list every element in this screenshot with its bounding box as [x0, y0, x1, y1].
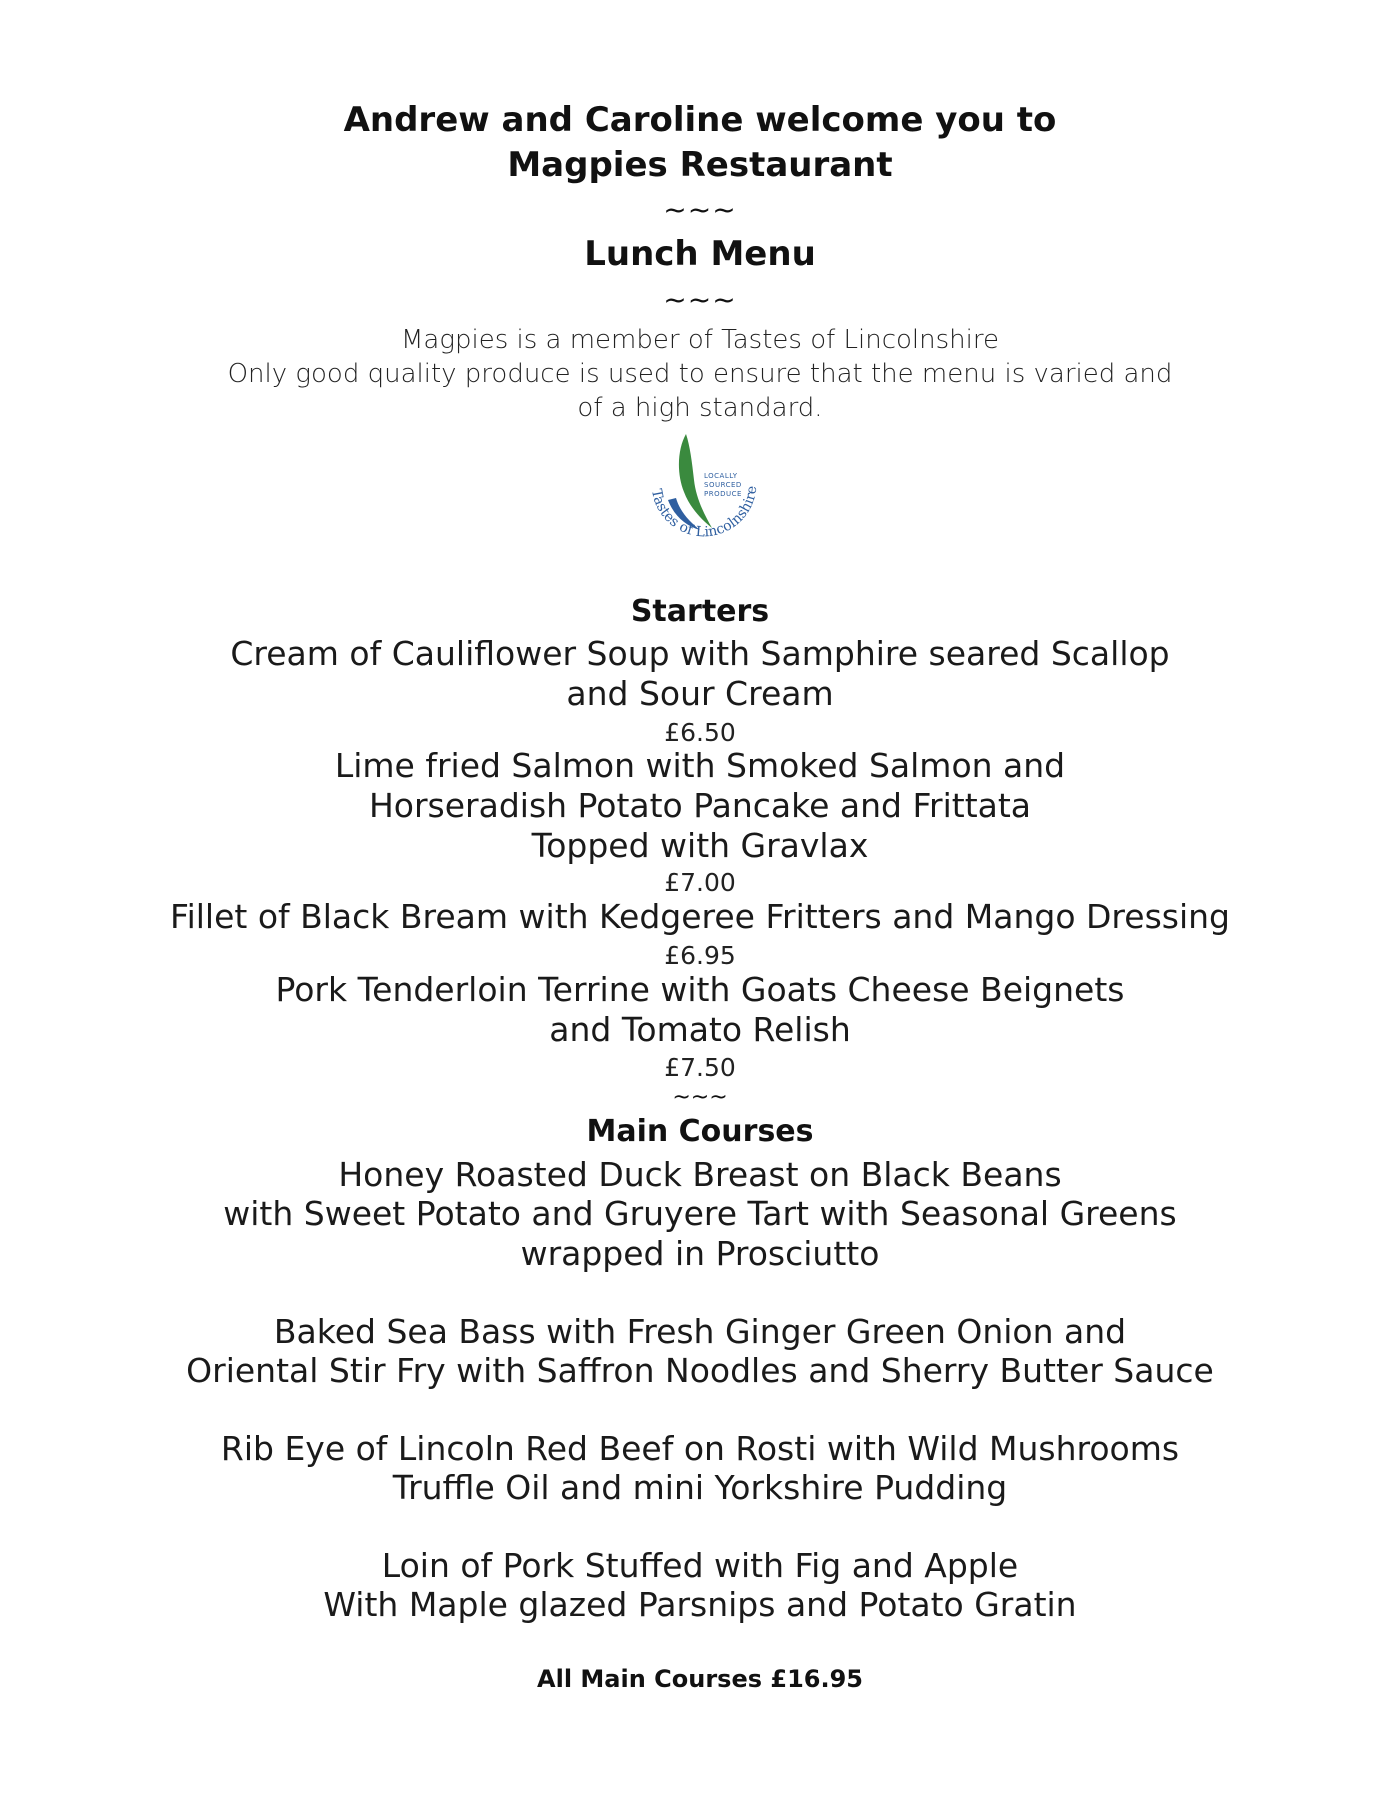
intro-line: Only good quality produce is used to ensure that the menu is varied and: [227, 359, 1173, 389]
logo-line-locally: LOCALLY: [704, 472, 738, 480]
intro-line: of a high standard.: [577, 393, 823, 423]
starter-line: Horseradish Potato Pancake and Frittata: [368, 786, 1032, 825]
menu-title: Lunch Menu: [584, 234, 816, 274]
main-line: Rib Eye of Lincoln Red Beef on Rosti with Wild Mushrooms: [220, 1429, 1180, 1468]
separator: ~~~: [672, 1085, 728, 1110]
restaurant-name: Magpies Restaurant: [507, 145, 893, 185]
main-line: Loin of Pork Stuffed with Fig and Apple: [381, 1546, 1019, 1585]
logo-line-sourced: SOURCED: [704, 481, 742, 489]
main-line: Oriental Stir Fry with Saffron Noodles and Sherry Butter Sauce: [186, 1351, 1214, 1390]
main-line: Baked Sea Bass with Fresh Ginger Green Onion and: [273, 1312, 1127, 1351]
starter-line: Pork Tenderloin Terrine with Goats Cheese Beignets: [275, 970, 1125, 1009]
starter-line: Cream of Cauliflower Soup with Samphire seared Scallop: [230, 634, 1170, 673]
main-line: Honey Roasted Duck Breast on Black Beans: [338, 1155, 1062, 1194]
main-line: Truffle Oil and mini Yorkshire Pudding: [392, 1468, 1008, 1507]
separator: ~~~: [663, 193, 737, 226]
starter-line: and Tomato Relish: [549, 1010, 851, 1049]
welcome-line: Andrew and Caroline welcome you to: [343, 100, 1057, 140]
separator: ~~~: [663, 283, 737, 316]
section-heading-starters: Starters: [630, 594, 770, 629]
starter-line: and Sour Cream: [566, 674, 834, 713]
main-line: with Sweet Potato and Gruyere Tart with Seasonal Greens: [223, 1194, 1177, 1233]
starter-line: Lime fried Salmon with Smoked Salmon and: [334, 746, 1066, 785]
starter-price: £7.50: [664, 1053, 736, 1082]
starter-price: £6.95: [664, 941, 736, 970]
intro-line: Magpies is a member of Tastes of Lincolnshire: [401, 325, 999, 355]
main-line: wrapped in Prosciutto: [520, 1234, 880, 1273]
tastes-of-lincolnshire-logo-graphic: [640, 428, 768, 556]
logo-arc-textpath: Tastes of Lincolnshire: [647, 484, 761, 541]
section-heading-main-courses: Main Courses: [586, 1114, 814, 1149]
starter-price: £7.00: [664, 868, 736, 897]
starter-line: Topped with Gravlax: [531, 826, 869, 865]
tastes-of-lincolnshire-logo: [640, 428, 768, 556]
starter-line: Fillet of Black Bream with Kedgeree Fritters and Mango Dressing: [170, 897, 1230, 936]
logo-line-produce: PRODUCE: [704, 490, 742, 498]
main-courses-price: All Main Courses £16.95: [537, 1665, 863, 1693]
main-line: With Maple glazed Parsnips and Potato Gratin: [323, 1585, 1077, 1624]
starter-price: £6.50: [664, 718, 736, 747]
